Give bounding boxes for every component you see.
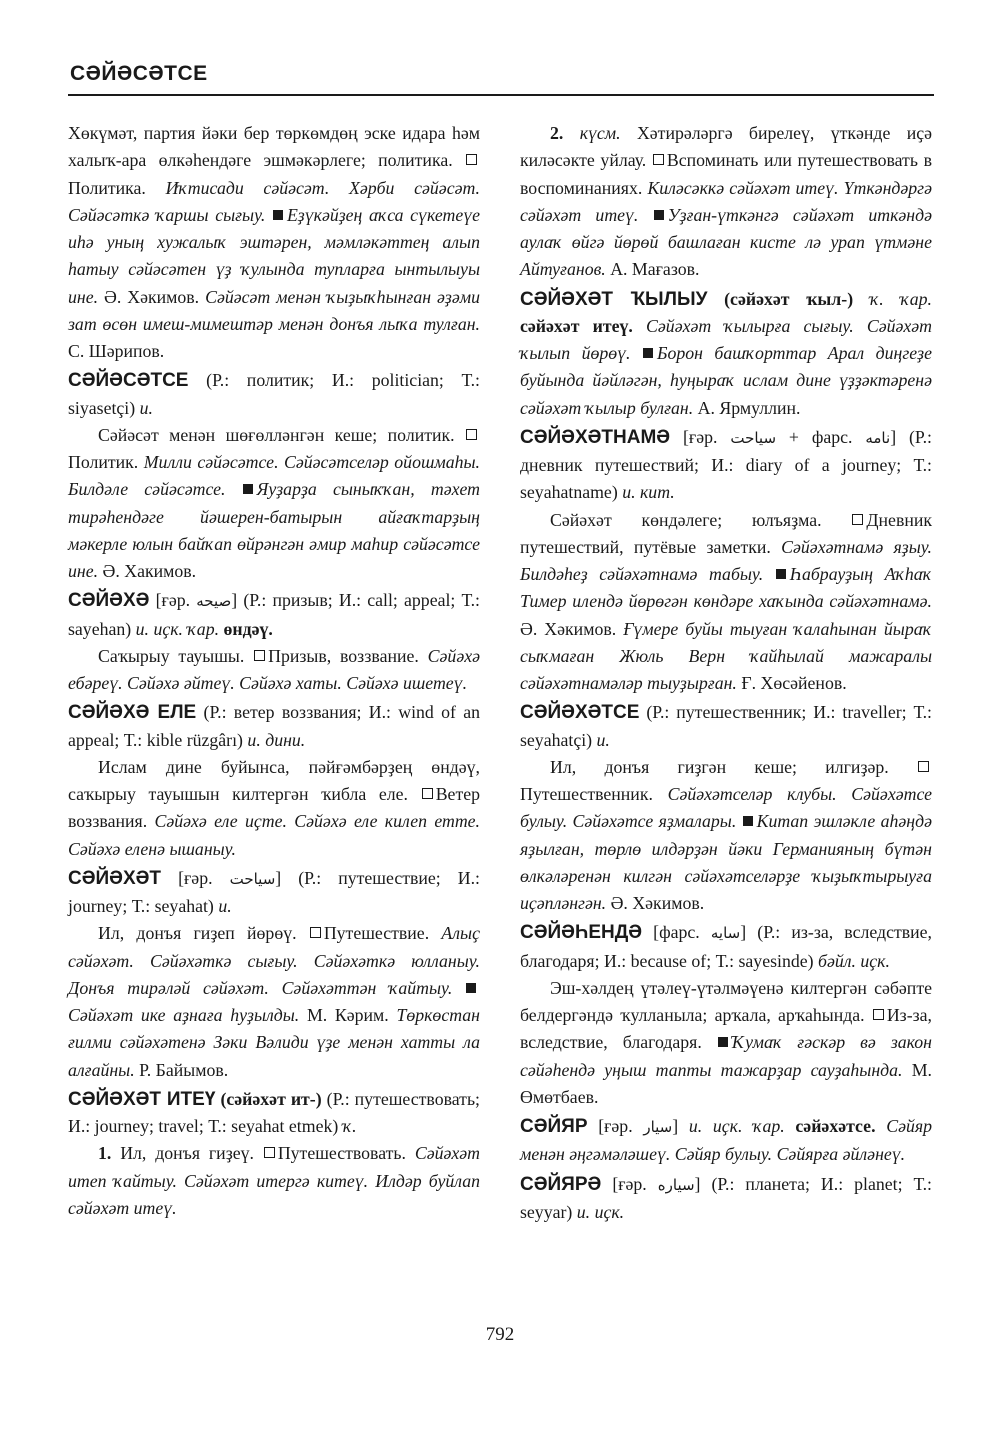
etymology: ] xyxy=(672,1116,679,1136)
entry-body xyxy=(68,643,480,698)
quotation-author: Ә. Хәкимов. xyxy=(104,286,200,307)
quotation-author: Р. Байымов. xyxy=(139,1059,229,1080)
entry-body xyxy=(520,120,932,284)
quotation-icon xyxy=(654,210,664,220)
russian-equivalent: Призыв, воззвание. xyxy=(268,645,419,666)
entry-body xyxy=(68,754,480,863)
etymology: (Р.: политик; И.: politician; Т.: siyasetçi) xyxy=(68,370,480,418)
quotation-author: А. Мағазов. xyxy=(610,259,700,280)
examples: Киләсәккә сәйәхәт итеү. Үткәндәргә сәйәхәт итеү. xyxy=(520,177,933,225)
russian-equivalent: Из-за, вследствие, благодаря. xyxy=(520,1005,932,1053)
part-of-speech: и. xyxy=(218,896,232,916)
quotation: Ғүмере буйы тыуған ҡалаһынан йыраҡ сыҡмаған Жюль Верн ҡайһылай мажаралы сәйәхәтнамәләр тыуҙырған. xyxy=(520,618,932,693)
etymology: ] (Р.: планета; И.: planet; Т.: seyyar) xyxy=(520,1173,932,1222)
arabic-script: نامه xyxy=(865,428,891,447)
headword: СӘЙӘХӘ xyxy=(68,590,150,612)
quotation-author: М. Өмөтбаев. xyxy=(520,1059,932,1107)
headword: СӘЙӘХӘТСЕ xyxy=(520,702,640,724)
quotation-author: Ә. Хакимов. xyxy=(102,561,197,581)
russian-equivalent: Ветер воззвания. xyxy=(68,784,480,832)
etymology: (Р.: ветер воззвания; И.: wind of an appeal; Т.: kible rüzgârı) xyxy=(68,702,480,750)
definition: Саҡырыу тауышы. xyxy=(98,645,245,666)
quotation: Уҙған-үткәнгә сәйәхәт иткәндә аулаҡ өйгә йөрөй башлаған кисте лә урап үтмәне xyxy=(520,204,932,252)
russian-equivalent-icon xyxy=(653,154,664,165)
etymology-lang: [ғәр. xyxy=(683,426,718,447)
quotation: Борон башҡорттар Арал диңгеҙе буйында йәйләгән, һуңыраҡ ислам дине үҙҙәктәренә сәйәхәт ҡылыр булған. xyxy=(520,343,932,418)
cross-reference: сәйәхәт итеү. xyxy=(520,315,633,336)
part-of-speech: и. xyxy=(139,397,153,418)
verb-stem: (сәйәхәт ҡыл-) xyxy=(724,288,854,309)
right-column xyxy=(520,120,932,1226)
headword: СӘЙЯРӘ xyxy=(520,1173,602,1195)
entry-header xyxy=(520,286,932,422)
russian-equivalent: Политика. xyxy=(68,177,146,198)
quotation: Еҙүкәйҙең аҡса сүкетеүе иһә уның хужалыҡ эштәрен, мәмләкәттең алып һатыу сәйәсәтен үҙ ҡулында тупларға ынтылыуы ине. xyxy=(68,204,480,307)
entry-header xyxy=(520,919,932,975)
quotation: Сәйәхәт ике аҙнаға һуҙылды. xyxy=(68,1005,300,1025)
etymology: ] (Р.: дневник путешествий; И.: diary of a journey; Т.: seyahatname) xyxy=(520,426,932,503)
russian-equivalent-icon xyxy=(422,788,433,799)
part-of-speech: и. иҫк. ҡар. xyxy=(688,1116,785,1136)
definition: Ил, донъя гиҙеп йөрөү. xyxy=(98,923,297,944)
quotation-author: С. Шәрипов. xyxy=(68,341,165,361)
definition: Хөкүмәт, партия йәки бер төркөмдөң эске идара һәм халыҡ-ара өлкәһендәге эшмәкәрлеге; политика. xyxy=(68,123,480,171)
quotation: Сәйәсәт менән ҡыҙыҡһынған әҙәми зат өсөн имеш-мимештәр менән донъя лыҡа тулған. xyxy=(68,286,480,334)
definition: Хәтирәләргә бирелеү, үткәнде иҫә киләсәкте уйлау. xyxy=(520,123,932,171)
etymology: (Р.: путешествовать; И.: journey; travel; Т.: seyahat etmek) xyxy=(68,1088,480,1136)
examples: Иҡтисади сәйәсәт. Хәрби сәйәсәт. Сәйәсәткә ҡаршы сығыу. xyxy=(68,177,480,225)
russian-equivalent-icon xyxy=(466,154,477,165)
headword: СӘЙЯР xyxy=(520,1116,588,1137)
quotation-icon xyxy=(718,1037,728,1047)
etymology-lang: [ғәр. xyxy=(155,590,191,611)
usage-label: күсм. xyxy=(579,123,621,143)
page-number: 792 xyxy=(485,1324,515,1345)
entry-header xyxy=(68,367,480,422)
entry-header xyxy=(520,424,932,507)
russian-equivalent: Дневник путешествий, путёвые заметки. xyxy=(520,509,933,557)
russian-equivalent-icon xyxy=(310,927,321,938)
examples: Сәйәхәтселәр клубы. Сәйәхәтсе булыу. Сәйәхәтсе яҙмалары. xyxy=(520,784,932,832)
entry-header xyxy=(520,1113,932,1169)
sense-number: 2. xyxy=(550,123,564,143)
part-of-speech: ҡ. xyxy=(342,1116,357,1136)
russian-equivalent: Путешествие. xyxy=(323,923,430,944)
entry-body xyxy=(68,1140,480,1222)
quotation-icon xyxy=(743,816,753,826)
entry-body xyxy=(68,920,480,1084)
quotation: Китап эшләкле аһәңдә яҙылған, төрлө илдәрҙән йәки Германияның бүтән өлкәләренән килгән сәйәхәтселәрҙе ҡыҙыҡтырыуға иҫәпләнгән. xyxy=(520,811,932,913)
entry-header xyxy=(520,1171,932,1227)
etymology: (Р.: путешественник; И.: traveller; Т.: seyahatçi) xyxy=(520,702,932,750)
header-rule xyxy=(68,94,934,96)
quotation-icon xyxy=(273,210,283,220)
quotation-icon xyxy=(776,569,786,579)
arabic-script: صيحه xyxy=(196,592,232,611)
quotation: Һабрауҙың Аҡһаҡ Тимер илендә йөрөгән көндәре хаҡында сәйәхәтнамә. xyxy=(520,564,932,612)
etymology: ] (Р.: путешествие; И.: journey; Т.: seyahat) xyxy=(68,867,480,916)
headword: СӘЙӘХӘТ ҠЫЛЫУ xyxy=(520,288,708,310)
etymology: ] (Р.: из-за, вследствие, благодаря; И.: because of; Т.: sayesinde) xyxy=(520,922,932,971)
entry-header xyxy=(68,1086,480,1141)
cross-reference: сәйәхәтсе. xyxy=(795,1116,876,1136)
arabic-script: سايه xyxy=(710,924,741,943)
russian-equivalent-icon xyxy=(254,650,265,661)
part-of-speech: и. xyxy=(596,729,610,750)
cross-reference: өндәү. xyxy=(223,618,273,639)
definition: Ислам дине буйынса, пәйғәмбәрҙең өндәү, саҡырыу тауышын килтергән ҡибла еле. xyxy=(68,756,480,804)
examples: Сәйәхәт ҡылырға сығыу. Сәйәхәт ҡылып йөрөү. xyxy=(520,315,932,363)
headword: СӘЙӘХӘТ xyxy=(68,867,162,889)
part-of-speech: бәйл. иҫк. xyxy=(818,950,890,971)
verb-stem: (сәйәхәт ит-) xyxy=(220,1088,322,1109)
arabic-script: سياحت xyxy=(730,428,777,447)
headword: СӘЙӘҺЕНДӘ xyxy=(520,922,643,944)
russian-equivalent-icon xyxy=(852,514,863,525)
etymology-lang: [фарс. xyxy=(653,922,700,943)
quotation-author: Ә. Хәкимов. xyxy=(520,618,617,639)
part-of-speech: и. иҫк. xyxy=(576,1201,625,1222)
russian-equivalent-icon xyxy=(918,761,929,772)
russian-equivalent-icon xyxy=(873,1009,884,1020)
etymology: ] (Р.: призыв; И.: call; appeal; Т.: sayehan) xyxy=(68,590,480,639)
headword: СӘЙӘХӘТ ИТЕҮ xyxy=(68,1088,216,1110)
quotation-source: Айтуғанов. xyxy=(520,259,606,280)
definition: Сәйәсәт менән шөғөлләнгән кеше; политик. xyxy=(98,424,455,445)
entry-body xyxy=(520,975,932,1111)
russian-equivalent: Путешественник. xyxy=(520,784,653,804)
entry-body xyxy=(68,422,480,586)
examples: Алыҫ сәйәхәт. Сәйәхәткә сығыу. Сәйәхәткә юлланыу. Донъя тирәләй сәйәхәт. Сәйәхәттән ҡайтыу. xyxy=(68,923,480,998)
quotation-author: М. Кәрим. xyxy=(306,1005,389,1025)
examples: Сәйәхәт итеп ҡайтыу. Сәйәхәт итергә китеү. Илдәр буйлап сәйәхәт итеү. xyxy=(68,1143,481,1218)
russian-equivalent: Политик. xyxy=(68,452,139,472)
examples: Сәйәхә еле иҫте. Сәйәхә еле килеп етте. Сәйәхә еленә ышаныу. xyxy=(68,811,480,859)
russian-equivalent: Вспоминать или путешествовать в воспоминаниях. xyxy=(520,150,932,198)
examples: Милли сәйәсәтсе. Сәйәсәтселәр ойошмаһы. Билдәле сәйәсәтсе. xyxy=(68,452,480,500)
arabic-script: سياره xyxy=(657,1175,695,1194)
headword: СӘЙӘХӘ ЕЛЕ xyxy=(68,702,197,724)
left-column xyxy=(68,120,480,1222)
entry-body xyxy=(520,754,932,918)
continuation-entry xyxy=(68,120,480,365)
quotation-author: А. Ярмуллин. xyxy=(697,397,801,418)
entry-header xyxy=(520,699,932,754)
sense-number: 1. xyxy=(98,1143,112,1164)
part-of-speech: и. кит. xyxy=(622,482,675,503)
definition: Ил, донъя гиҙеү. xyxy=(120,1143,254,1164)
entry-header xyxy=(68,865,480,921)
etymology-lang: + фарс. xyxy=(788,426,853,447)
etymology-lang: [ғәр. xyxy=(612,1173,647,1194)
quotation-author: Ғ. Хөсәйенов. xyxy=(741,673,847,693)
russian-equivalent-icon xyxy=(466,429,477,440)
definition: Эш-хәлдең үтәлеү-үтәлмәүенә килтергән сәбәпте белдергәндә ҡулланыла; арҡала, арҡаһында. xyxy=(520,977,932,1025)
headword: СӘЙӘСӘТСЕ xyxy=(68,370,189,392)
examples: Сәйәхәтнамә яҙыу. Билдәһеҙ сәйәхәтнамә табыу. xyxy=(520,536,932,584)
etymology-lang: [ғәр. xyxy=(598,1116,633,1136)
quotation: Төркөстан ғилми сәйәхәтенә Зәки Вәлиди үҙе менән хатты ла алғайны. xyxy=(68,1005,480,1080)
definition: Сәйәхәт көндәлеге; юлъяҙма. xyxy=(550,509,822,530)
quotation: Ҡумаҡ ғәскәр вә закон сәйәһендә уңыш тапты тажарҙар сауҙаһында. xyxy=(520,1032,933,1080)
headword: СӘЙӘХӘТНАМӘ xyxy=(520,426,671,448)
russian-equivalent: Путешествовать. xyxy=(277,1143,406,1164)
part-of-speech: и. дини. xyxy=(247,729,306,750)
part-of-speech: и. иҫк. ҡар. xyxy=(135,618,220,639)
quotation: Яуҙарҙа сыныҡҡан, тәхет тирәһендәге йәшерен-батырын айғаҡтарҙың мәкерле юлын байҡап өйрәнгән әмир маһир сәйәсәтсе ине. xyxy=(68,479,480,581)
part-of-speech: ҡ. ҡар. xyxy=(869,288,933,309)
quotation-icon xyxy=(643,348,653,358)
entry-header xyxy=(68,587,480,643)
russian-equivalent-icon xyxy=(264,1147,275,1158)
definition: Ил, донъя гиҙгән кеше; илгиҙәр. xyxy=(550,756,889,777)
entry-header xyxy=(68,699,480,754)
running-head: СӘЙӘСӘТСЕ xyxy=(70,62,208,85)
examples: Сәйяр менән әңгәмәләшеү. Сәйяр булыу. Сәйярға әйләнеү. xyxy=(520,1116,933,1165)
entry-body xyxy=(520,507,932,698)
arabic-script: سياحت xyxy=(229,869,276,888)
etymology-lang: [ғәр. xyxy=(178,867,213,888)
quotation-icon xyxy=(243,484,253,494)
quotation-icon xyxy=(466,983,476,993)
arabic-script: سيار xyxy=(643,1118,673,1136)
quotation-author: Ә. Хәкимов. xyxy=(610,893,705,913)
examples: Сәйәхә ебәреү. Сәйәхә әйтеү. Сәйәхә хаты. Сәйәхә ишетеү. xyxy=(68,645,480,693)
